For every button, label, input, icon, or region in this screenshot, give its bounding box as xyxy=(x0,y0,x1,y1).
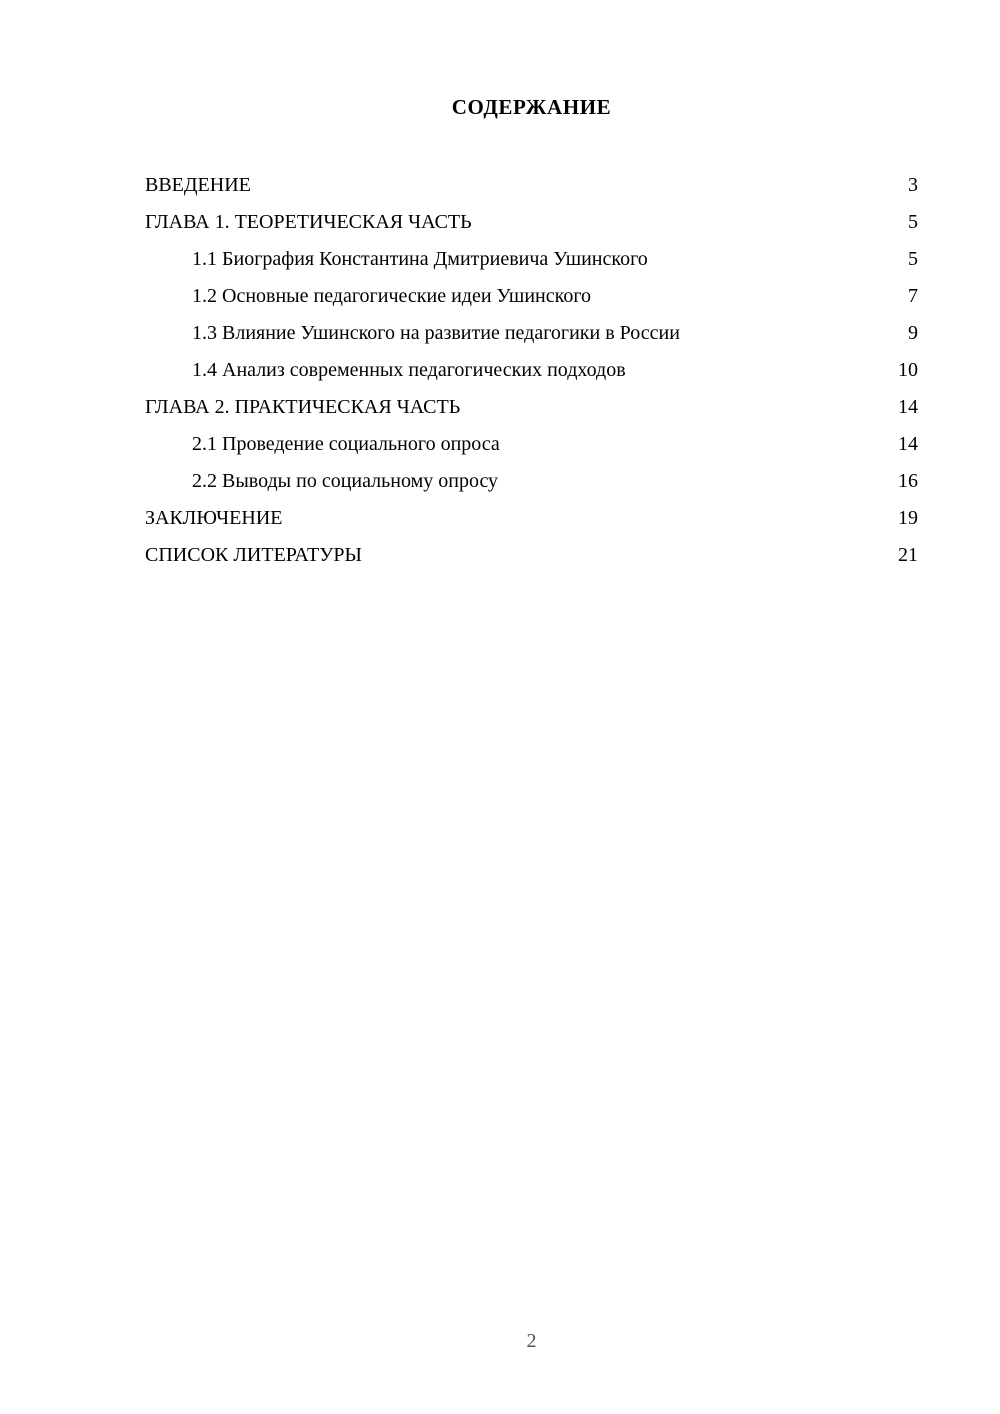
toc-entry-label: 2.2 Выводы по социальному опросу xyxy=(192,470,499,492)
toc-entry-label: ГЛАВА 2. ПРАКТИЧЕСКАЯ ЧАСТЬ xyxy=(145,396,461,418)
toc-row xyxy=(145,463,918,500)
toc-entry-page: 10 xyxy=(898,359,918,381)
toc-entry-page: 5 xyxy=(908,248,918,270)
toc-entry-page: 19 xyxy=(898,507,918,529)
toc-entry-page: 3 xyxy=(908,174,918,196)
toc-entry-page: 16 xyxy=(898,470,918,492)
toc-entry-page: 14 xyxy=(898,396,918,418)
toc-row xyxy=(145,426,918,463)
toc-row xyxy=(145,352,918,389)
page-number: 2 xyxy=(526,1330,537,1352)
toc-row xyxy=(145,278,918,315)
toc-row xyxy=(145,241,918,278)
toc-entry-page: 9 xyxy=(908,322,918,344)
toc-entry-label: 1.1 Биография Константина Дмитриевича Ушинского xyxy=(192,248,648,270)
toc-entry-page: 14 xyxy=(898,433,918,455)
toc-entry-label: 2.1 Проведение социального опроса xyxy=(192,433,500,455)
toc-entry-label: ГЛАВА 1. ТЕОРЕТИЧЕСКАЯ ЧАСТЬ xyxy=(145,211,472,233)
toc-row xyxy=(145,315,918,352)
toc-row xyxy=(145,500,918,537)
toc-entry-label: ЗАКЛЮЧЕНИЕ xyxy=(145,507,283,529)
toc-row xyxy=(145,389,918,426)
toc-entry-page: 5 xyxy=(908,211,918,233)
toc-row xyxy=(145,537,918,574)
toc-entry-label: ВВЕДЕНИЕ xyxy=(145,174,251,196)
page-title: СОДЕРЖАНИЕ xyxy=(451,95,612,119)
toc-entry-label: 1.3 Влияние Ушинского на развитие педагогики в России xyxy=(192,322,680,344)
toc-list xyxy=(145,167,918,574)
toc-row xyxy=(145,167,918,204)
toc-entry-label: 1.4 Анализ современных педагогических подходов xyxy=(192,359,626,381)
toc-entry-label: СПИСОК ЛИТЕРАТУРЫ xyxy=(145,544,362,566)
toc-row xyxy=(145,204,918,241)
toc-entry-page: 21 xyxy=(898,544,918,566)
toc-entry-page: 7 xyxy=(908,285,918,307)
toc-entry-label: 1.2 Основные педагогические идеи Ушинского xyxy=(192,285,592,307)
